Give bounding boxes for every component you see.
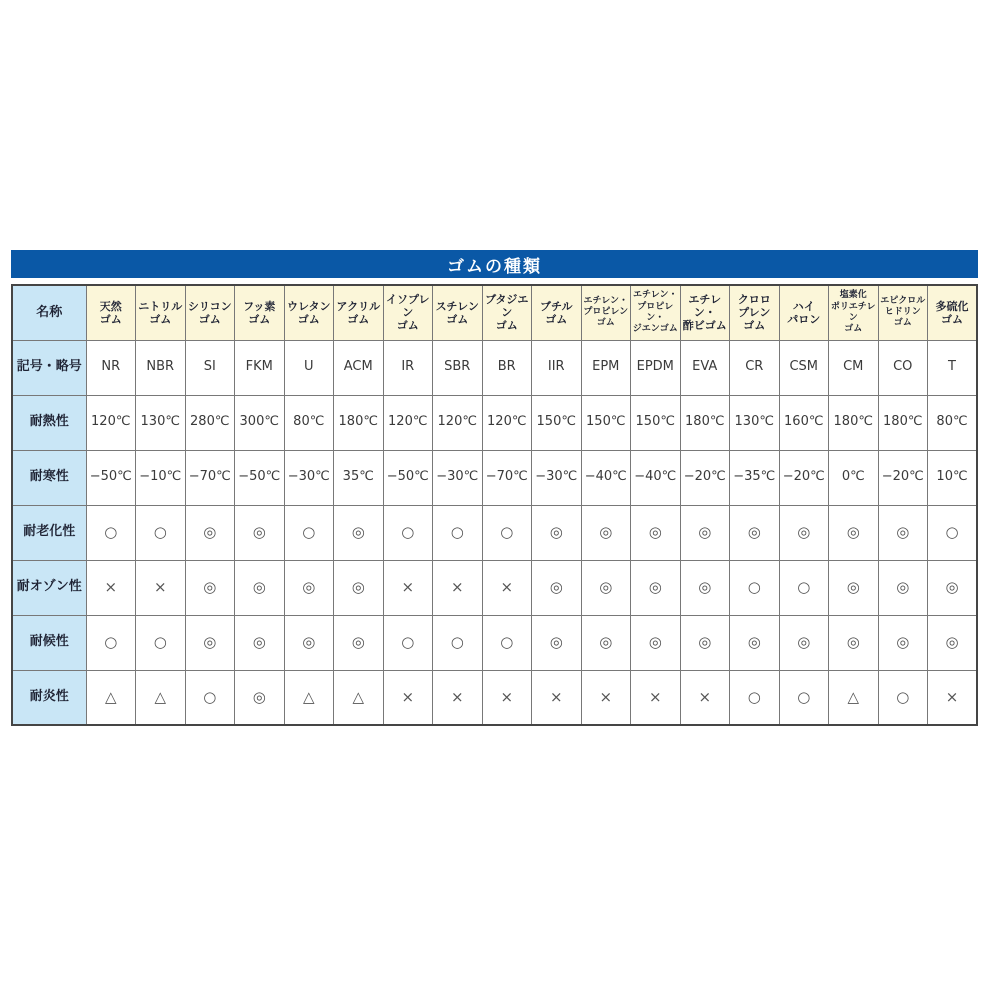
table-cell: 180℃ [334, 395, 384, 450]
column-header: ブタジエン ゴム [482, 285, 532, 340]
table-cell: ◎ [928, 615, 978, 670]
table-cell: × [433, 670, 483, 725]
column-header: イソプレン ゴム [383, 285, 433, 340]
table-cell: × [581, 670, 631, 725]
table-cell: ○ [482, 505, 532, 560]
table-row [12, 395, 977, 450]
table-cell: U [284, 340, 334, 395]
corner-header-cell: 名称 [12, 285, 86, 340]
header-row [12, 285, 977, 340]
table-cell: × [532, 670, 582, 725]
table-row [12, 615, 977, 670]
table-cell: ○ [482, 615, 532, 670]
table-cell: × [86, 560, 136, 615]
table-cell: 160℃ [779, 395, 829, 450]
table-cell: ◎ [185, 505, 235, 560]
table-cell: ◎ [532, 505, 582, 560]
table-cell: ◎ [829, 615, 879, 670]
table-cell: ○ [433, 615, 483, 670]
table-cell: 150℃ [631, 395, 681, 450]
table-cell: 180℃ [829, 395, 879, 450]
table-cell: × [680, 670, 730, 725]
table-row [12, 450, 977, 505]
table-cell: ○ [86, 615, 136, 670]
table-cell: ◎ [631, 505, 681, 560]
column-header: フッ素 ゴム [235, 285, 285, 340]
table-cell: 130℃ [136, 395, 186, 450]
table-cell: CM [829, 340, 879, 395]
table-cell: 180℃ [680, 395, 730, 450]
table-cell: ACM [334, 340, 384, 395]
table-cell: IIR [532, 340, 582, 395]
table-cell: ◎ [532, 560, 582, 615]
table-cell: ○ [433, 505, 483, 560]
row-label: 耐熱性 [12, 395, 86, 450]
table-cell: × [136, 560, 186, 615]
column-header: ハイ パロン [779, 285, 829, 340]
row-label: 記号・略号 [12, 340, 86, 395]
table-cell: −30℃ [532, 450, 582, 505]
table-cell: EPDM [631, 340, 681, 395]
table-cell: × [482, 560, 532, 615]
table-cell: −40℃ [631, 450, 681, 505]
table-cell: ◎ [284, 615, 334, 670]
table-cell: ◎ [334, 615, 384, 670]
table-cell: ◎ [680, 560, 730, 615]
table-cell: CO [878, 340, 928, 395]
table-title-bar [11, 250, 978, 278]
table-cell: ◎ [779, 505, 829, 560]
table-cell: ◎ [829, 505, 879, 560]
table-cell: × [482, 670, 532, 725]
table-cell: ◎ [680, 615, 730, 670]
table-cell: 120℃ [383, 395, 433, 450]
table-cell: −50℃ [383, 450, 433, 505]
table-header [12, 285, 977, 340]
row-label: 耐老化性 [12, 505, 86, 560]
table-cell: ◎ [235, 560, 285, 615]
table-cell: BR [482, 340, 532, 395]
table-cell: △ [334, 670, 384, 725]
row-label: 耐寒性 [12, 450, 86, 505]
table-cell: × [383, 670, 433, 725]
table-cell: 180℃ [878, 395, 928, 450]
table-cell: ◎ [878, 615, 928, 670]
column-header: 天然 ゴム [86, 285, 136, 340]
table-cell: 280℃ [185, 395, 235, 450]
column-header: ニトリル ゴム [136, 285, 186, 340]
table-cell: −70℃ [185, 450, 235, 505]
table-cell: △ [284, 670, 334, 725]
table-cell: ◎ [185, 615, 235, 670]
table-cell: ◎ [631, 615, 681, 670]
table-cell: SBR [433, 340, 483, 395]
table-cell: −50℃ [235, 450, 285, 505]
table-cell: −10℃ [136, 450, 186, 505]
row-label: 耐候性 [12, 615, 86, 670]
table-cell: 150℃ [532, 395, 582, 450]
table-cell: −30℃ [433, 450, 483, 505]
table-cell: ◎ [631, 560, 681, 615]
table-cell: ◎ [680, 505, 730, 560]
table-cell: △ [86, 670, 136, 725]
table-cell: ◎ [235, 615, 285, 670]
table-cell: ◎ [235, 505, 285, 560]
column-header: シリコン ゴム [185, 285, 235, 340]
table-cell: ○ [136, 505, 186, 560]
table-row [12, 670, 977, 725]
table-cell: IR [383, 340, 433, 395]
table-cell: ◎ [334, 505, 384, 560]
table-cell: ◎ [829, 560, 879, 615]
column-header: 塩素化 ポリエチレン ゴム [829, 285, 879, 340]
table-cell: −20℃ [878, 450, 928, 505]
table-body [12, 340, 977, 725]
column-header: クロロ プレン ゴム [730, 285, 780, 340]
table-cell: △ [829, 670, 879, 725]
table-row [12, 505, 977, 560]
table-cell: EVA [680, 340, 730, 395]
table-cell: ○ [730, 560, 780, 615]
table-cell: ○ [86, 505, 136, 560]
table-cell: ◎ [928, 560, 978, 615]
column-header: アクリル ゴム [334, 285, 384, 340]
table-cell: NR [86, 340, 136, 395]
table-cell: CR [730, 340, 780, 395]
table-cell: 0℃ [829, 450, 879, 505]
table-cell: ○ [383, 615, 433, 670]
table-cell: 300℃ [235, 395, 285, 450]
table-cell: ◎ [581, 615, 631, 670]
table-row [12, 560, 977, 615]
column-header: スチレン ゴム [433, 285, 483, 340]
table-cell: EPM [581, 340, 631, 395]
column-header: ブチル ゴム [532, 285, 582, 340]
table-cell: ◎ [730, 615, 780, 670]
table-cell: ◎ [730, 505, 780, 560]
table-cell: 130℃ [730, 395, 780, 450]
column-header: ウレタン ゴム [284, 285, 334, 340]
table-cell: −35℃ [730, 450, 780, 505]
table-cell: ○ [779, 670, 829, 725]
table-cell: SI [185, 340, 235, 395]
table-cell: −70℃ [482, 450, 532, 505]
table-cell: ◎ [581, 560, 631, 615]
rubber-types-panel [11, 250, 978, 726]
table-cell: × [631, 670, 681, 725]
table-title: ゴムの種類 [447, 256, 542, 277]
table-cell: ◎ [878, 560, 928, 615]
table-cell: ○ [878, 670, 928, 725]
table-cell: ○ [928, 505, 978, 560]
table-cell: 120℃ [482, 395, 532, 450]
table-cell: ◎ [878, 505, 928, 560]
table-cell: −30℃ [284, 450, 334, 505]
table-cell: FKM [235, 340, 285, 395]
table-cell: ◎ [581, 505, 631, 560]
table-cell: ○ [779, 560, 829, 615]
table-cell: −40℃ [581, 450, 631, 505]
table-cell: 10℃ [928, 450, 978, 505]
table-cell: T [928, 340, 978, 395]
table-cell: −50℃ [86, 450, 136, 505]
column-header: エピクロル ヒドリン ゴム [878, 285, 928, 340]
table-cell: 120℃ [86, 395, 136, 450]
rubber-types-table [11, 284, 978, 726]
table-cell: −20℃ [680, 450, 730, 505]
table-cell: −20℃ [779, 450, 829, 505]
table-cell: ◎ [235, 670, 285, 725]
table-cell: 80℃ [284, 395, 334, 450]
table-cell: × [383, 560, 433, 615]
column-header: エチレン・ プロピレン ゴム [581, 285, 631, 340]
column-header: 多硫化 ゴム [928, 285, 978, 340]
table-cell: CSM [779, 340, 829, 395]
column-header: エチレン・ 酢ビゴム [680, 285, 730, 340]
table-cell: 80℃ [928, 395, 978, 450]
table-row [12, 340, 977, 395]
table-cell: × [433, 560, 483, 615]
table-cell: 120℃ [433, 395, 483, 450]
table-cell: 150℃ [581, 395, 631, 450]
table-cell: ○ [136, 615, 186, 670]
table-cell: NBR [136, 340, 186, 395]
table-cell: ◎ [532, 615, 582, 670]
table-cell: ◎ [185, 560, 235, 615]
table-cell: × [928, 670, 978, 725]
row-label: 耐炎性 [12, 670, 86, 725]
table-cell: 35℃ [334, 450, 384, 505]
table-cell: ○ [185, 670, 235, 725]
table-cell: ◎ [334, 560, 384, 615]
table-cell: ◎ [284, 560, 334, 615]
column-header: エチレン・ プロピレン・ ジエンゴム [631, 285, 681, 340]
table-cell: ◎ [779, 615, 829, 670]
table-cell: △ [136, 670, 186, 725]
row-label: 耐オゾン性 [12, 560, 86, 615]
table-cell: ○ [730, 670, 780, 725]
table-cell: ○ [383, 505, 433, 560]
table-cell: ○ [284, 505, 334, 560]
